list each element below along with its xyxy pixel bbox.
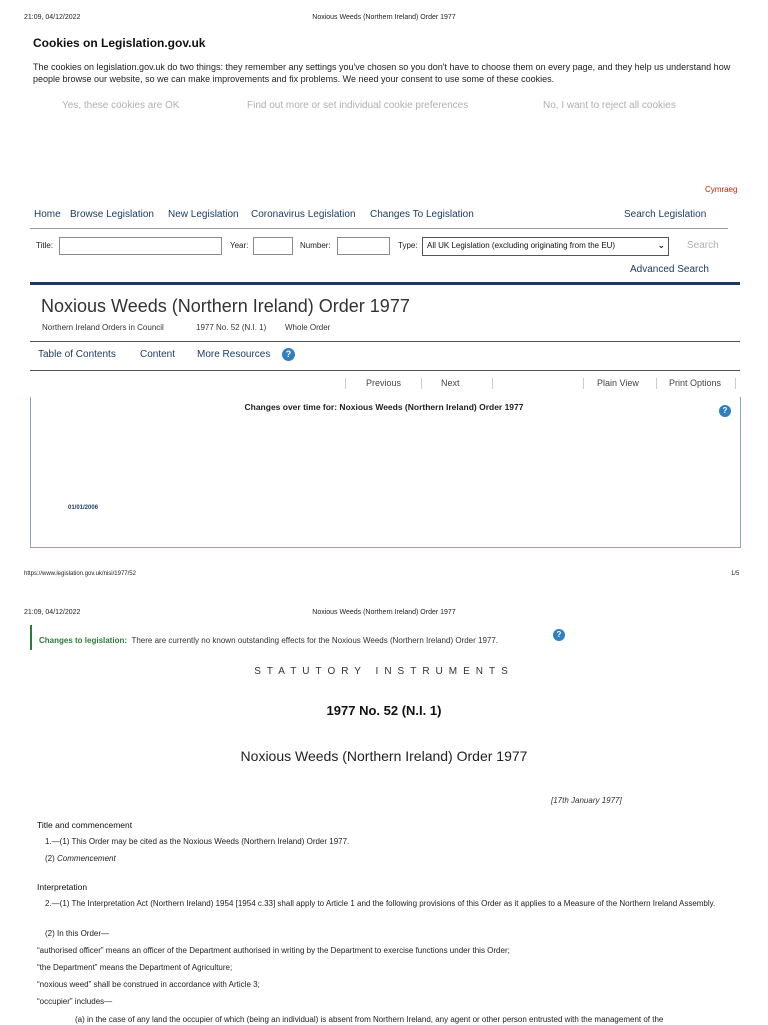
article-2-para-1: 2.—(1) The Interpretation Act (Northern Ireland) 1954 [1954 c.33] shall apply to Article 1 and the following provisions of this Order as it applies to a Measure of the Northern Ireland Assembly. — [45, 899, 716, 908]
print-timestamp: 21:09, 04/12/2022 — [24, 609, 81, 616]
nav-coronavirus-legislation[interactable]: Coronavirus Legislation — [251, 209, 356, 220]
changes-label: Changes to legislation: — [39, 636, 128, 645]
definition-occupier-a-number: (a) — [75, 1015, 85, 1024]
tab-more-resources[interactable]: More Resources — [197, 349, 271, 360]
pager-separator — [656, 378, 657, 389]
print-header-title: Noxious Weeds (Northern Ireland) Order 1977 — [312, 609, 456, 616]
print-timestamp: 21:09, 04/12/2022 — [24, 14, 81, 21]
article-1-para-1: 1.—(1) This Order may be cited as the Noxious Weeds (Northern Ireland) Order 1977. — [45, 837, 350, 846]
commencement-link[interactable]: Commencement — [57, 854, 116, 863]
doc-number: 1977 No. 52 (N.I. 1) — [196, 323, 267, 332]
tabs-rule — [30, 370, 740, 371]
type-select[interactable] — [422, 237, 669, 256]
pager-separator — [421, 378, 422, 389]
timeline-date[interactable]: 01/01/2006 — [68, 505, 99, 511]
title-input[interactable] — [59, 237, 222, 255]
year-label: Year: — [230, 241, 249, 250]
pager-separator — [583, 378, 584, 389]
definition-occupier-a-text: in the case of any land the occupier of which (being an individual) is absent from Northern Ireland, any agent or other person entrusted with the management of the — [87, 1015, 664, 1024]
cookie-banner-text: The cookies on legislation.gov.uk do two things: they remember any settings you've chosen so you don't have to choose them on every page, and they help us understand how people browse our website, so we can make improvements and fix problems. We need your consent to use some of these cookies. — [33, 62, 731, 84]
print-footer-page: 1/5 — [731, 571, 740, 577]
article-1-para-2 — [45, 853, 116, 864]
title-label: Title: — [36, 241, 54, 250]
definition-noxious-weed: “noxious weed” shall be construed in accordance with Article 3; — [37, 980, 260, 989]
type-select-value: All UK Legislation (excluding originating from the EU) — [427, 241, 616, 250]
page-title: Noxious Weeds (Northern Ireland) Order 1977 — [41, 296, 410, 316]
accept-cookies-button[interactable]: Yes, these cookies are OK — [62, 100, 180, 111]
changes-notice-content — [39, 630, 498, 648]
header-rule — [30, 282, 740, 285]
definition-occupier-a — [75, 1014, 755, 1025]
tab-content[interactable]: Content — [140, 349, 176, 360]
definition-authorised-officer: “authorised officer” means an officer of the Department authorised in writing by the Department to exercise functions under this Order; — [37, 946, 510, 955]
pager-separator — [492, 378, 493, 389]
article-2-para-2: (2) In this Order— — [45, 929, 110, 938]
article-1-para-2-number: (2) — [45, 854, 55, 863]
definition-occupier: “occupier” includes— — [37, 997, 113, 1006]
number-label: Number: — [300, 241, 331, 250]
title-rule — [30, 341, 740, 342]
advanced-search-link[interactable]: Advanced Search — [630, 264, 709, 275]
definition-department: “the Department” means the Department of Agriculture; — [37, 963, 233, 972]
order-title: Noxious Weeds (Northern Ireland) Order 1977 — [240, 748, 528, 764]
si-number: 1977 No. 52 (N.I. 1) — [326, 703, 442, 718]
cookie-banner-title: Cookies on Legislation.gov.uk — [33, 36, 206, 50]
help-icon[interactable]: ? — [282, 348, 295, 361]
timeline-title: Changes over time for: Noxious Weeds (Northern Ireland) Order 1977 — [244, 402, 524, 412]
section-heading-interpretation: Interpretation — [37, 882, 88, 892]
nav-home[interactable]: Home — [34, 209, 61, 220]
tab-table-of-contents[interactable]: Table of Contents — [38, 349, 116, 360]
cookie-preferences-button[interactable]: Find out more or set individual cookie preferences — [247, 100, 469, 111]
doc-category: Northern Ireland Orders in Council — [42, 323, 164, 332]
section-heading-title-commencement: Title and commencement — [37, 820, 133, 830]
search-button[interactable]: Search — [687, 240, 719, 251]
chevron-down-icon: ⌄ — [657, 240, 665, 250]
nav-changes-to-legislation[interactable]: Changes To Legislation — [370, 209, 474, 220]
print-options-link[interactable]: Print Options — [669, 378, 722, 388]
print-header-title: Noxious Weeds (Northern Ireland) Order 1977 — [312, 14, 456, 21]
pager-separator — [345, 378, 346, 389]
made-date: [17th January 1977] — [551, 796, 622, 805]
pager-separator — [735, 378, 736, 389]
next-link[interactable]: Next — [441, 378, 460, 388]
doc-scope: Whole Order — [285, 323, 331, 332]
timeline-help-icon[interactable]: ? — [719, 405, 731, 417]
nav-browse-legislation[interactable]: Browse Legislation — [70, 209, 154, 220]
language-link-cymraeg[interactable]: Cymraeg — [705, 185, 738, 194]
year-input[interactable] — [253, 237, 293, 255]
type-label: Type: — [398, 241, 418, 250]
number-input[interactable] — [337, 237, 390, 255]
plain-view-link[interactable]: Plain View — [597, 378, 639, 388]
changes-help-icon[interactable]: ? — [553, 629, 565, 641]
previous-link[interactable]: Previous — [366, 378, 402, 388]
timeline-panel — [30, 397, 741, 548]
si-heading: STATUTORY INSTRUMENTS — [254, 666, 514, 677]
reject-cookies-button[interactable]: No, I want to reject all cookies — [543, 100, 676, 111]
nav-divider — [30, 228, 728, 229]
print-footer-url: https://www.legislation.gov.uk/nisi/1977/52 — [24, 571, 136, 577]
nav-search-legislation[interactable]: Search Legislation — [624, 209, 707, 220]
changes-text: There are currently no known outstanding effects for the Noxious Weeds (Northern Ireland) Order 1977. — [131, 636, 499, 645]
nav-new-legislation[interactable]: New Legislation — [168, 209, 239, 220]
